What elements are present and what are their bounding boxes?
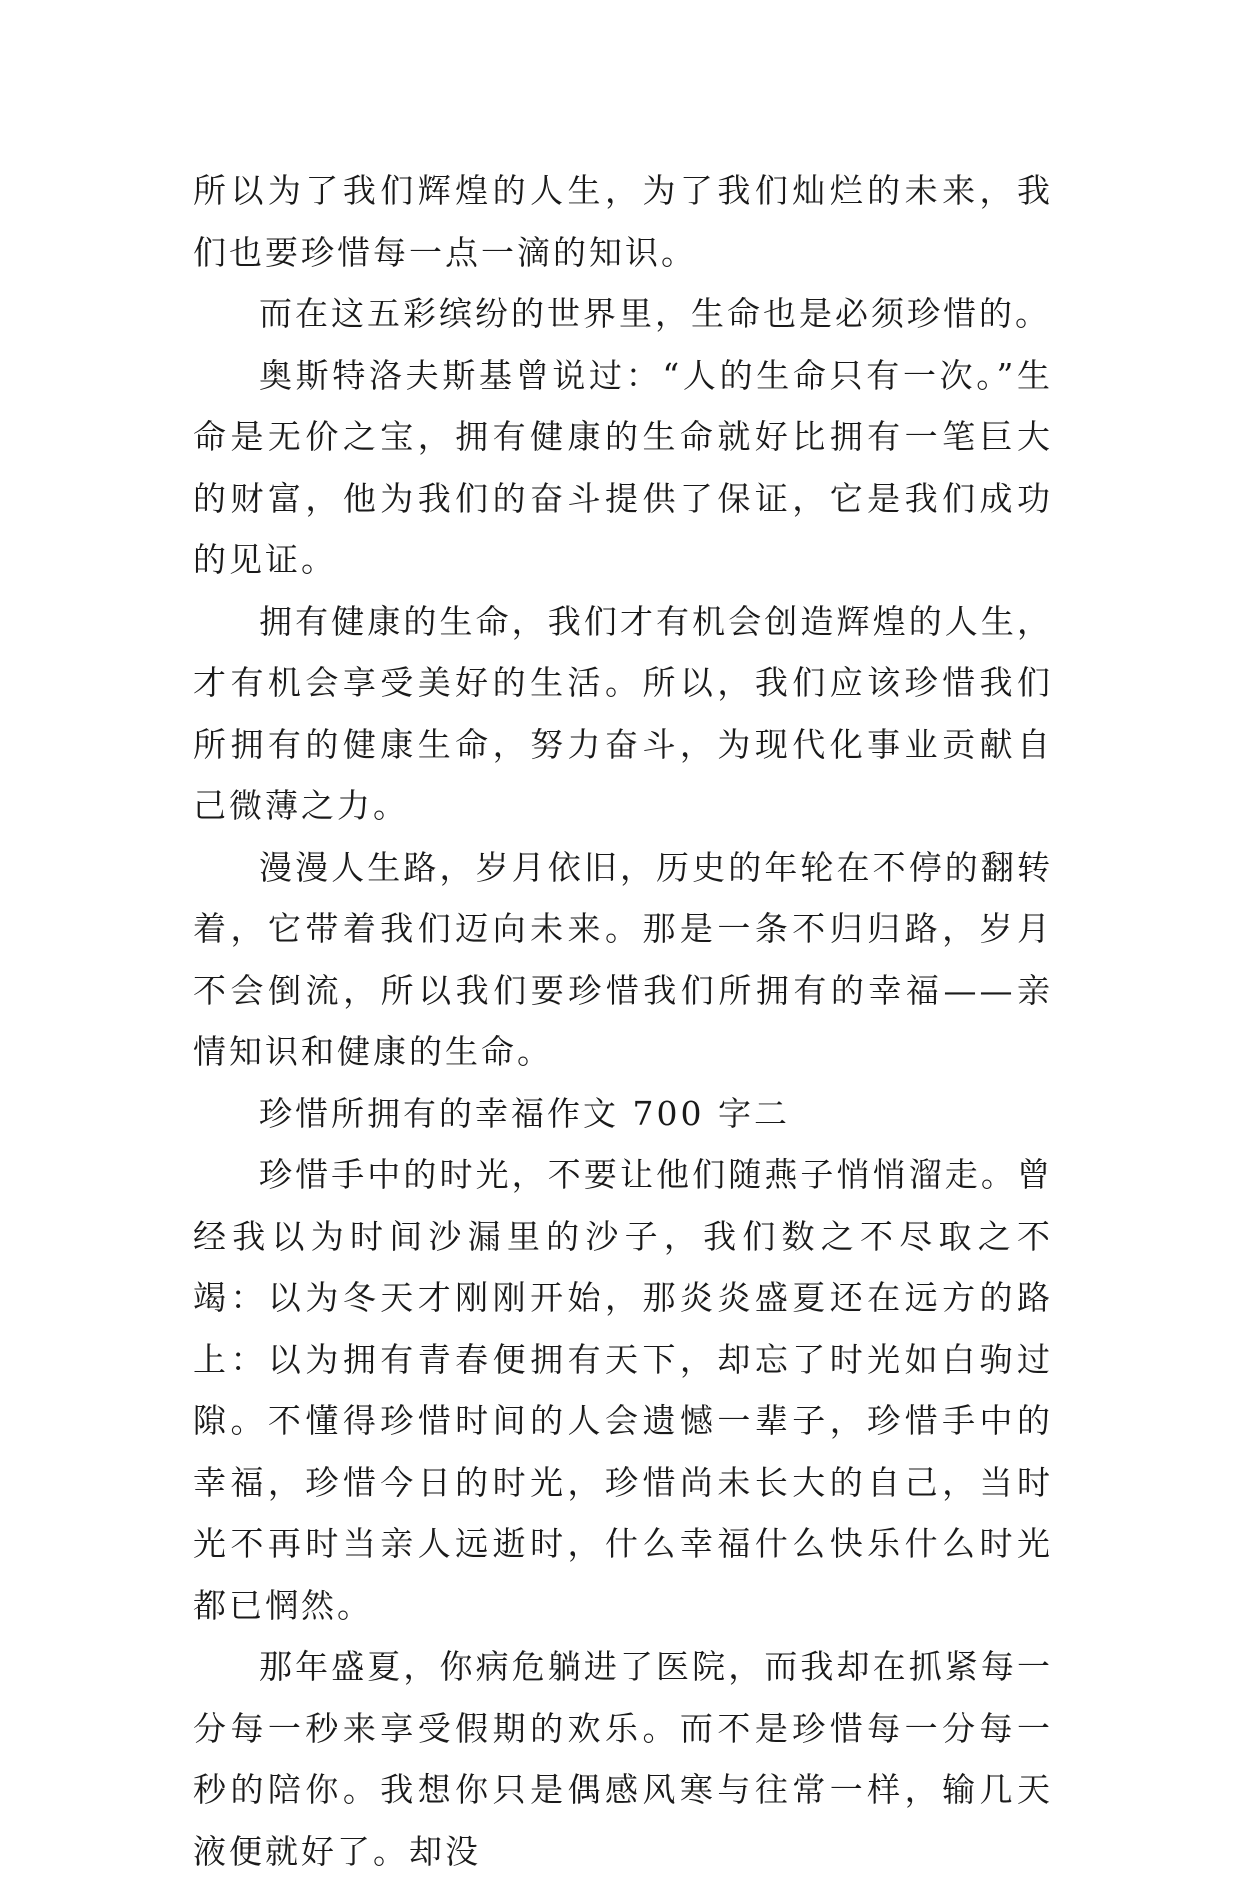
- paragraph-2: 而在这五彩缤纷的世界里，生命也是必须珍惜的。: [259, 294, 1051, 333]
- document-body: [193, 160, 1053, 1882]
- paragraph-5: 漫漫人生路，岁月依旧，历史的年轮在不停的翻转着，它带着我们迈向未来。那是一条不归归路，岁月不会倒流，所以我们要珍惜我们所拥有的幸福——亲情知识和健康的生命。: [193, 847, 1053, 1071]
- paragraph-4: 拥有健康的生命，我们才有机会创造辉煌的人生，才有机会享受美好的生活。所以，我们应该珍惜我们所拥有的健康生命，努力奋斗，为现代化事业贡献自己微薄之力。: [193, 601, 1053, 825]
- paragraph-7: 那年盛夏，你病危躺进了医院，而我却在抓紧每一分每一秒来享受假期的欢乐。而不是珍惜每一分每一秒的陪你。我想你只是偶感风寒与往常一样，输几天液便就好了。却没: [193, 1647, 1053, 1871]
- paragraph-6: 珍惜手中的时光，不要让他们随燕子悄悄溜走。曾经我以为时间沙漏里的沙子，我们数之不尽取之不竭：以为冬天才刚刚开始，那炎炎盛夏还在远方的路上：以为拥有青春便拥有天下，却忘了时光如白驹过隙。不懂得珍惜时间的人会遗憾一辈子，珍惜手中的幸福，珍惜今日的时光，珍惜尚未长大的自己，当时光不再时当亲人远逝时，什么幸福什么快乐什么时光都已惘然。: [193, 1155, 1053, 1625]
- section-heading: 珍惜所拥有的幸福作文 700 字二: [259, 1093, 790, 1133]
- paragraph-3: 奥斯特洛夫斯基曾说过：“人的生命只有一次。”生命是无价之宝，拥有健康的生命就好比拥有一笔巨大的财富，他为我们的奋斗提供了保证，它是我们成功的见证。: [193, 355, 1053, 579]
- paragraph-1: 所以为了我们辉煌的人生，为了我们灿烂的未来，我们也要珍惜每一点一滴的知识。: [193, 171, 1053, 272]
